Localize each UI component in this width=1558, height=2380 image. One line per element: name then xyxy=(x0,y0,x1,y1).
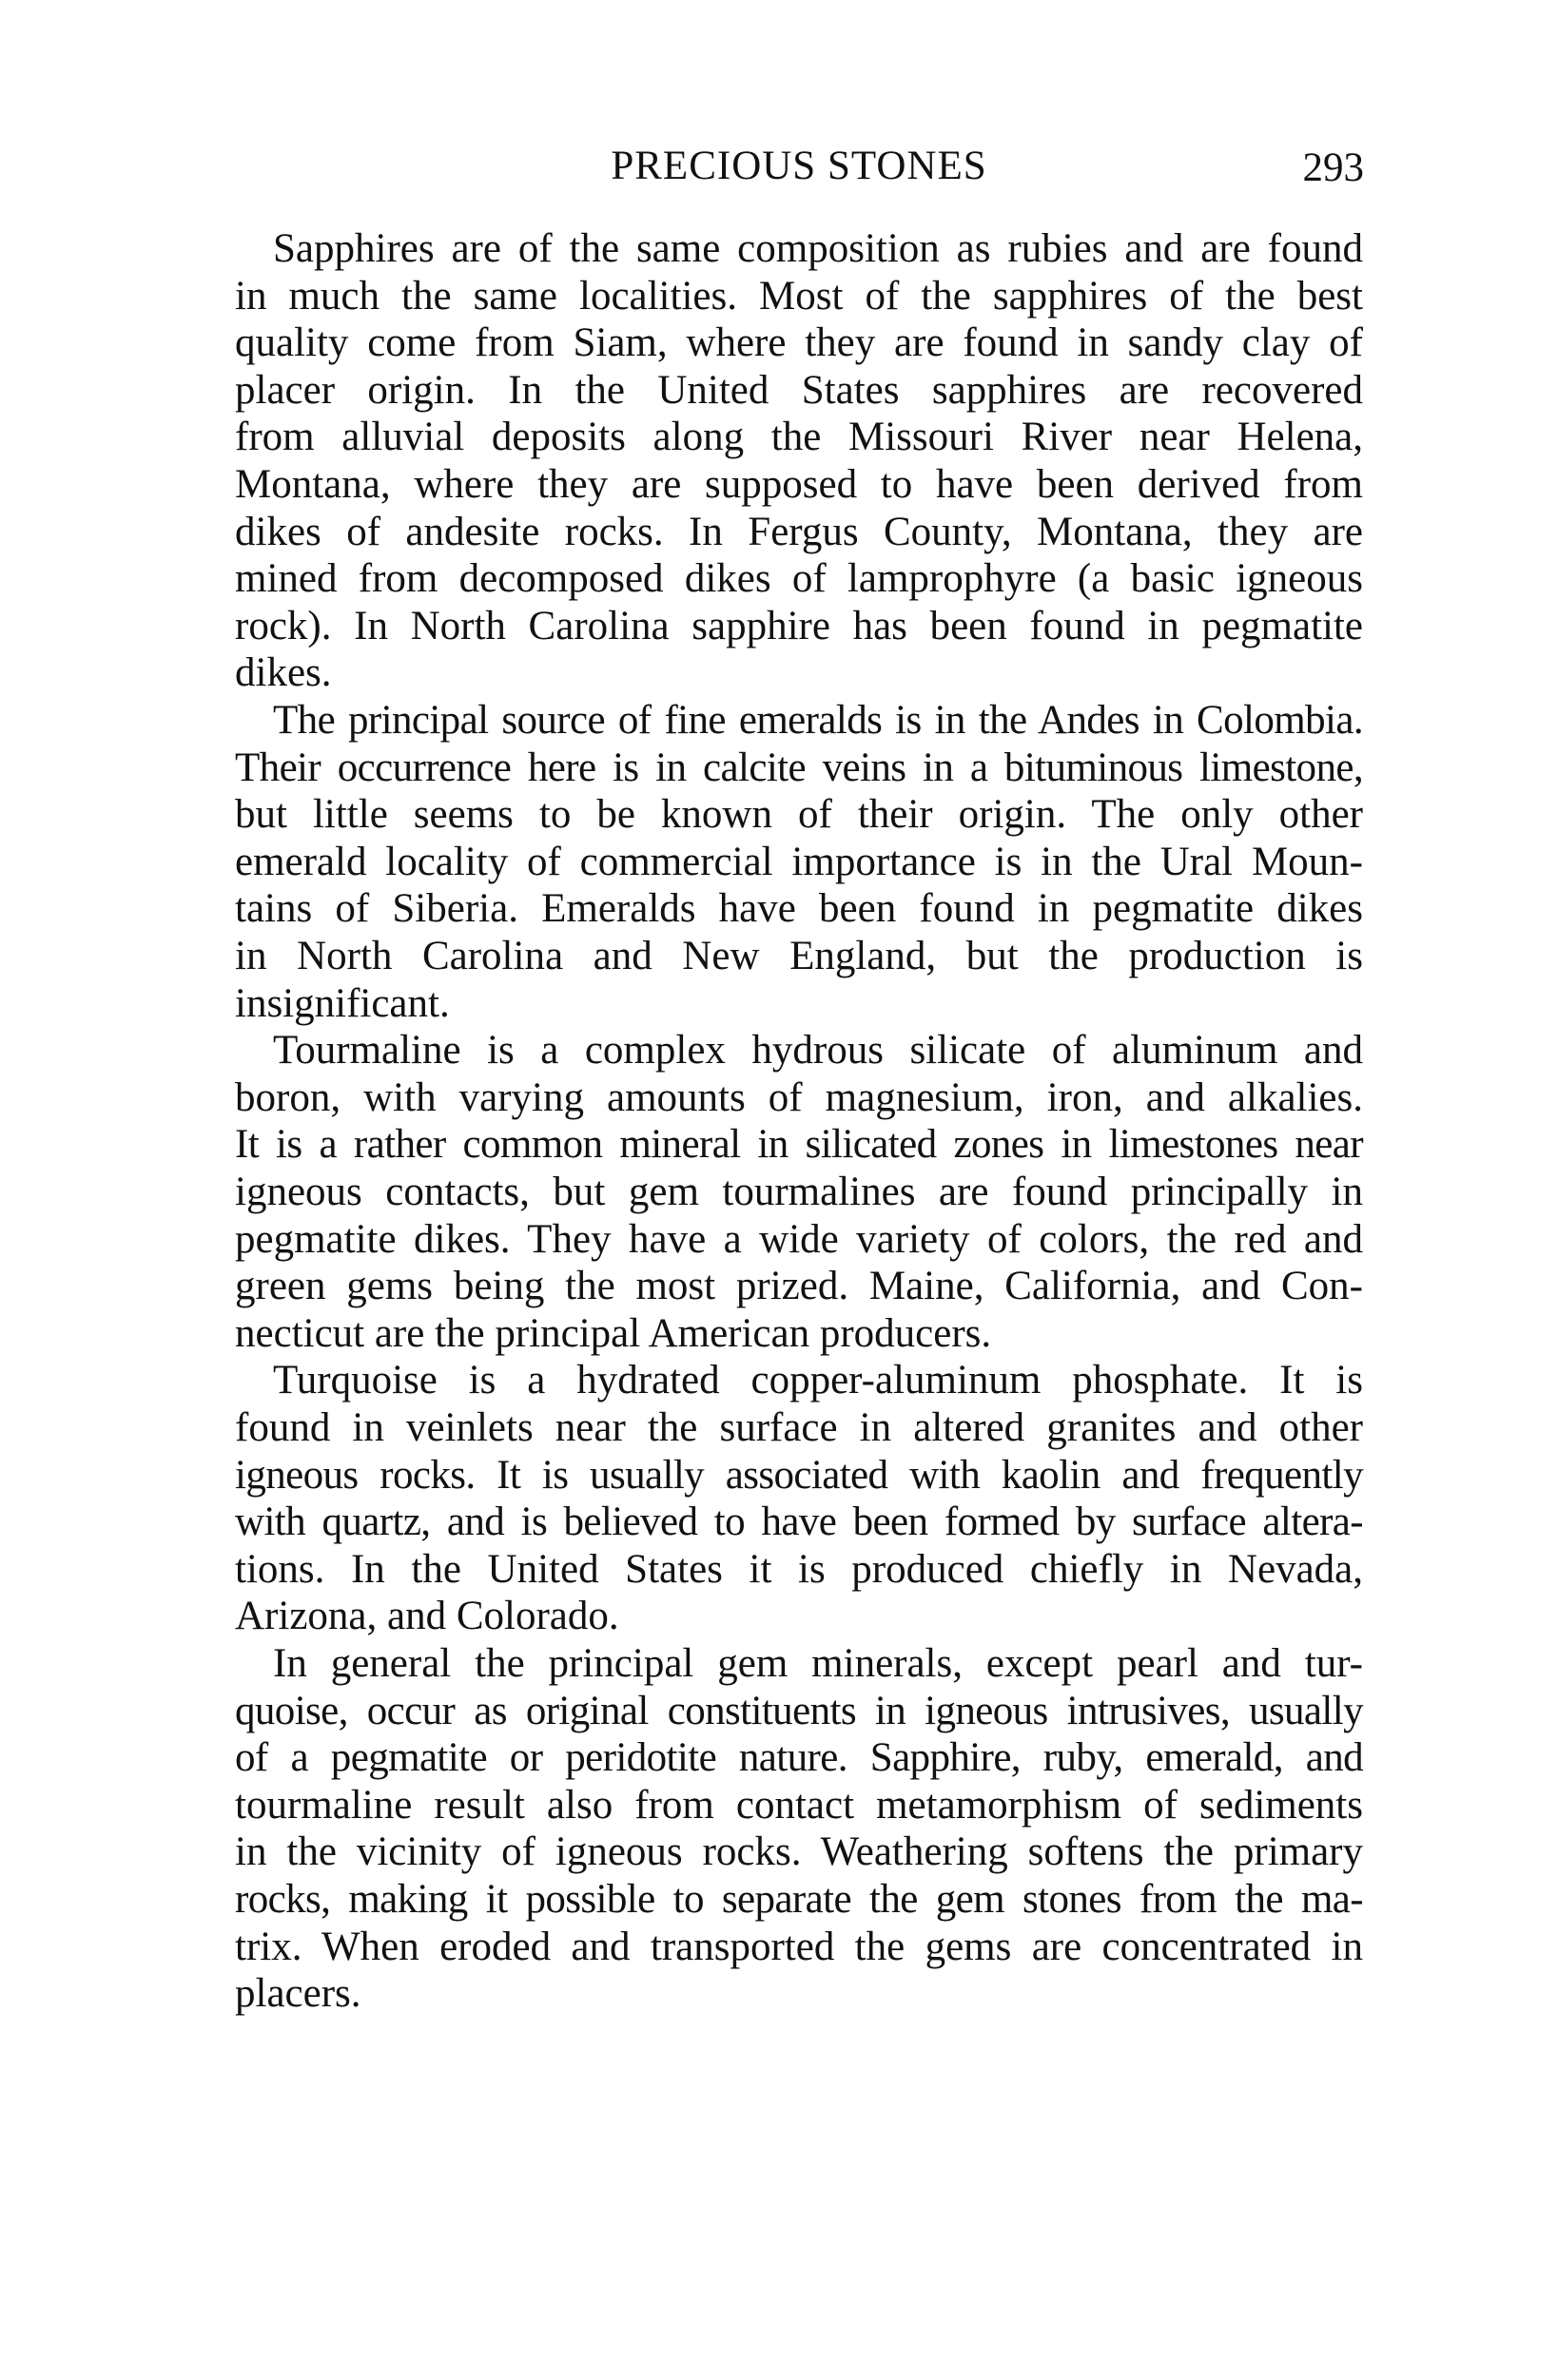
text-line: found in veinlets near the surface in altered granites and other xyxy=(235,1405,1363,1450)
text-line: from alluvial deposits along the Missouri River near Helena, xyxy=(235,415,1363,460)
text-line: quality come from Siam, where they are found in sandy clay of xyxy=(235,320,1363,366)
text-line: tions. In the United States it is produced chiefly in Nevada, xyxy=(235,1546,1363,1592)
text-line: boron, with varying amounts of magnesium, iron, and alkalies. xyxy=(235,1074,1363,1120)
text-line: of a pegmatite or peridotite nature. Sapphire, ruby, emerald, and xyxy=(235,1735,1363,1781)
text-line: trix. When eroded and transported the gems are concentrated in xyxy=(235,1924,1363,1969)
text-line: Arizona, and Colorado. xyxy=(235,1594,619,1639)
text-line: but little seems to be known of their origin. The only other xyxy=(235,792,1363,838)
text-line: placer origin. In the United States sapphires are recovered xyxy=(235,367,1363,413)
text-line: The principal source of fine emeralds is in the Andes in Colombia. xyxy=(273,698,1363,743)
text-line: emerald locality of commercial importance is in the Ural Moun- xyxy=(235,839,1363,884)
text-line: pegmatite dikes. They have a wide variety of colors, the red and xyxy=(235,1216,1363,1262)
text-line: tains of Siberia. Emeralds have been found in pegmatite dikes xyxy=(235,886,1363,932)
text-line: Their occurrence here is in calcite veins in a bituminous limestone, xyxy=(235,745,1363,790)
text-line: mined from decomposed dikes of lamprophyre (a basic igneous xyxy=(235,556,1363,602)
text-line: rocks, making it possible to separate the gem stones from the ma- xyxy=(235,1877,1363,1922)
text-line: igneous rocks. It is usually associated with kaolin and frequently xyxy=(235,1452,1363,1498)
text-line: It is a rather common mineral in silicated zones in limestones near xyxy=(235,1122,1363,1168)
text-line: dikes. xyxy=(235,650,332,696)
page-number: 293 xyxy=(1302,145,1364,190)
text-line: insignificant. xyxy=(235,980,450,1026)
text-line: rock). In North Carolina sapphire has been found in pegmatite xyxy=(235,603,1363,648)
text-line: quoise, occur as original constituents in igneous intrusives, usually xyxy=(235,1688,1363,1733)
text-line: Montana, where they are supposed to have been derived from xyxy=(235,462,1363,507)
text-line: in much the same localities. Most of the sapphires of the best xyxy=(235,273,1363,319)
text-line: green gems being the most prized. Maine, California, and Con- xyxy=(235,1264,1363,1309)
text-line: Tourmaline is a complex hydrous silicate of aluminum and xyxy=(273,1028,1363,1074)
text-line: In general the principal gem minerals, except pearl and tur- xyxy=(273,1641,1363,1686)
running-head-title: PRECIOUS STONES xyxy=(611,144,987,188)
text-line: with quartz, and is believed to have been formed by surface altera- xyxy=(235,1500,1363,1545)
text-line: in the vicinity of igneous rocks. Weathering softens the primary xyxy=(235,1829,1363,1875)
text-line: Sapphires are of the same composition as rubies and are found xyxy=(273,226,1363,271)
text-line: Turquoise is a hydrated copper-aluminum phosphate. It is xyxy=(273,1358,1363,1403)
text-line: in North Carolina and New England, but the production is xyxy=(235,934,1363,978)
text-line: igneous contacts, but gem tourmalines are found principally in xyxy=(235,1170,1363,1214)
text-line: tourmaline result also from contact metamorphism of sediments xyxy=(235,1782,1363,1828)
text-line: placers. xyxy=(235,1971,361,2017)
text-line: dikes of andesite rocks. In Fergus County, Montana, they are xyxy=(235,509,1363,554)
text-line: necticut are the principal American producers. xyxy=(235,1310,992,1356)
